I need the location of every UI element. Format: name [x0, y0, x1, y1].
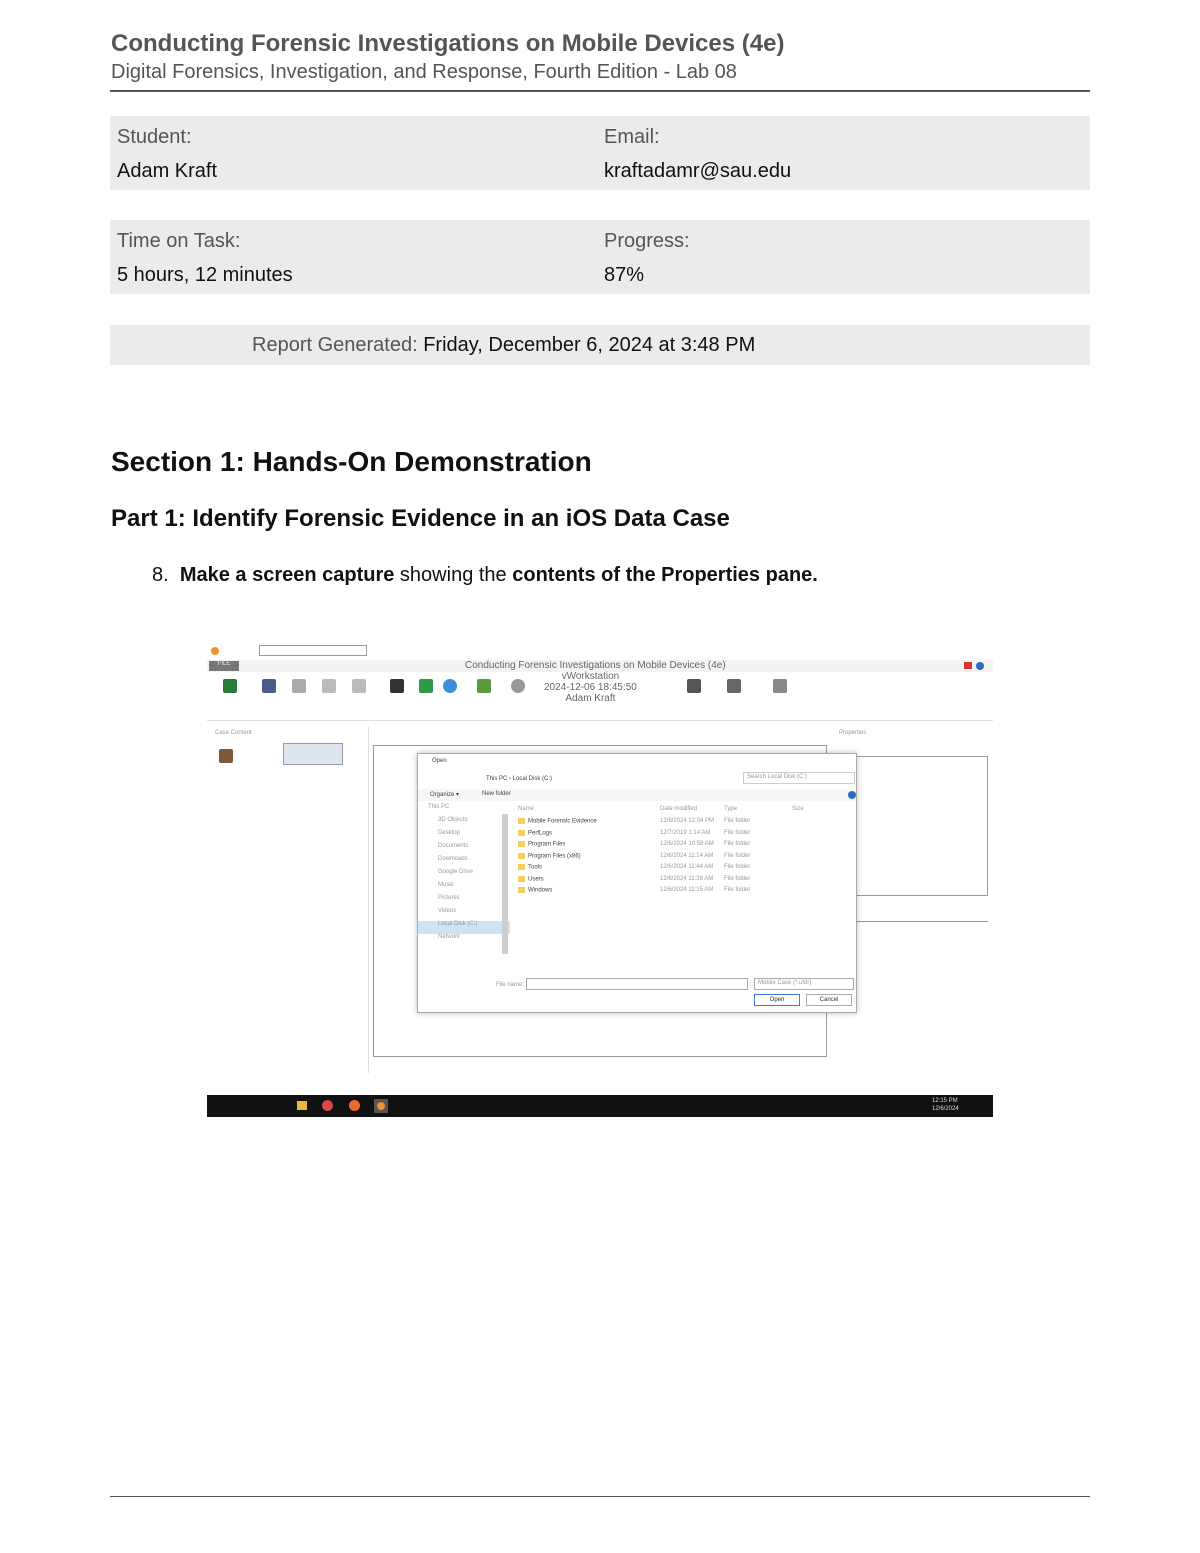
file-date: 12/6/2024 10:58 AM [660, 841, 714, 847]
case-content-pane [209, 727, 369, 1073]
watermark [544, 671, 637, 704]
nav-item[interactable]: Desktop [438, 830, 461, 836]
nav-item[interactable]: Pictures [438, 895, 460, 901]
folder-icon [518, 830, 525, 836]
step-bold-1: Make a screen capture [179, 564, 395, 586]
open-button[interactable]: Open [754, 994, 800, 1006]
window-title: Conducting Forensic Investigations on Mobile Devices (4e) [465, 660, 726, 671]
document-title: Conducting Forensic Investigations on Mobile Devices (4e) [111, 30, 785, 57]
file-date: 12/6/2024 11:15 AM [660, 887, 714, 893]
file-row[interactable] [518, 818, 848, 830]
device-icon[interactable] [390, 679, 404, 693]
step-instruction [152, 564, 818, 587]
folder-icon [518, 864, 525, 870]
sub-pane [855, 921, 988, 1071]
file-name: PerfLogs [528, 830, 553, 837]
hash-icon[interactable] [773, 679, 787, 693]
file-explorer-icon[interactable] [297, 1101, 307, 1110]
taskbar [207, 1095, 993, 1117]
file-type: File folder [724, 818, 751, 824]
email-value: kraftadamr@sau.edu [604, 160, 792, 182]
col-name[interactable]: Name [518, 806, 535, 812]
cloud-icon[interactable] [443, 679, 457, 693]
help-icon[interactable] [976, 662, 984, 670]
case-dropdown[interactable] [259, 645, 367, 656]
new-folder-button[interactable]: New folder [482, 791, 511, 797]
time-label: Time on Task: [117, 230, 241, 252]
add-evidence-icon[interactable] [223, 679, 237, 693]
find-evidence-icon[interactable] [262, 679, 276, 693]
clock-time: 12:15 PM [932, 1098, 958, 1104]
quick-access-bar [207, 643, 993, 659]
dialog-search[interactable] [743, 772, 855, 784]
step-number: 8. [152, 564, 169, 586]
footer-divider [110, 1496, 1090, 1497]
analytics-button[interactable] [283, 743, 343, 765]
student-name: Adam Kraft [117, 160, 218, 182]
clock [932, 1097, 959, 1113]
organize-button[interactable]: Organize ▾ [430, 792, 460, 798]
folder-icon [518, 853, 525, 859]
file-date: 12/6/2024 11:14 AM [660, 852, 714, 859]
file-name: Windows [528, 887, 553, 894]
step-bold-2: contents of the Properties pane. [512, 564, 818, 586]
nav-scrollbar[interactable] [502, 814, 508, 954]
file-row[interactable] [518, 876, 848, 888]
nav-item[interactable]: Documents [438, 843, 469, 849]
col-date[interactable]: Date modified [660, 806, 698, 812]
progress-label: Progress: [604, 230, 690, 252]
file-name-label: File name: [496, 982, 525, 988]
properties-grid [855, 756, 988, 896]
dialog-search-placeholder: Search Local Disk (C:) [747, 774, 808, 780]
file-type: File folder [724, 841, 751, 847]
report-date: Friday, December 6, 2024 at 3:48 PM [423, 334, 756, 356]
file-date: 12/6/2024 11:44 AM [660, 864, 714, 870]
file-name: Mobile Forensic Evidence [528, 818, 597, 825]
nav-item[interactable]: Downloads [438, 856, 468, 862]
nav-item[interactable]: Music [438, 882, 454, 888]
help-icon[interactable] [848, 791, 856, 799]
file-row[interactable] [518, 887, 848, 899]
settings-icon[interactable] [511, 679, 525, 693]
file-date: 12/6/2024 12:04 PM [660, 818, 715, 824]
file-name: Tools [528, 864, 543, 871]
dialog-path[interactable]: This PC › Local Disk (C:) [486, 776, 553, 782]
folder-icon [518, 887, 525, 893]
file-date: 12/7/2019 1:14 AM [660, 829, 711, 836]
file-row[interactable] [518, 864, 848, 876]
student-info-box [110, 116, 1090, 190]
folder-icon [518, 818, 525, 824]
file-type: File folder [724, 829, 751, 836]
student-label: Student: [117, 126, 192, 148]
chrome-icon[interactable] [322, 1100, 333, 1111]
folder-icon [518, 876, 525, 882]
file-list-header [518, 806, 848, 818]
app-taskbar-icon[interactable] [374, 1099, 388, 1113]
nav-item[interactable]: 3D Objects [438, 817, 468, 823]
properties-pane [835, 727, 991, 1073]
nav-item[interactable]: Videos [438, 908, 457, 914]
file-type-value: Mobile Case (*.ufdr) [758, 980, 812, 986]
remove-icon[interactable] [352, 679, 366, 693]
android-icon[interactable] [477, 679, 491, 693]
change-source-icon[interactable] [292, 679, 306, 693]
file-name: Program Files (x86) [528, 853, 581, 860]
file-list [518, 806, 848, 899]
cancel-button[interactable]: Cancel [806, 994, 852, 1006]
file-name: Users [528, 876, 544, 883]
clock-date: 12/6/2024 [932, 1106, 959, 1112]
report-label: Report Generated: [252, 334, 418, 356]
section-heading: Section 1: Hands-On Demonstration [111, 446, 592, 477]
document-subtitle: Digital Forensics, Investigation, and Response, Fourth Edition - Lab 08 [111, 61, 737, 83]
time-value: 5 hours, 12 minutes [117, 264, 293, 286]
file-type: File folder [724, 875, 751, 882]
properties-title: Properties [839, 730, 867, 736]
file-row[interactable] [518, 853, 848, 865]
nav-item[interactable]: Local Disk (C:) [418, 921, 510, 934]
import-icon[interactable] [419, 679, 433, 693]
folder-icon [518, 841, 525, 847]
col-type[interactable]: Type [724, 806, 738, 812]
watermark-line: 2024-12-06 18:45:50 [544, 682, 637, 693]
file-tab[interactable]: FILE [209, 661, 239, 671]
file-date: 12/6/2024 11:38 AM [660, 875, 714, 882]
nav-item[interactable]: Network [438, 934, 461, 940]
dialog-toolbar [418, 789, 856, 801]
step-text: showing the [394, 564, 513, 586]
file-row[interactable] [518, 830, 848, 842]
email-label: Email: [604, 126, 660, 148]
calculator-icon[interactable] [727, 679, 741, 693]
nav-item[interactable]: Google Drive [438, 869, 474, 875]
watermark-line: vWorkstation [561, 671, 620, 682]
screen-capture [207, 643, 993, 1117]
file-type: File folder [724, 887, 751, 893]
case-content-title: Case Content [215, 730, 252, 736]
app-icon [211, 647, 219, 655]
progress-value: 87% [604, 264, 645, 286]
report-box [110, 325, 1090, 365]
rebuild-icon[interactable] [322, 679, 336, 693]
file-name-input[interactable] [526, 978, 748, 990]
dialog-nav [418, 804, 510, 974]
watermark-line: Adam Kraft [565, 693, 616, 704]
print-icon[interactable] [687, 679, 701, 693]
file-type: File folder [724, 864, 751, 870]
case-icon[interactable] [219, 749, 233, 763]
nav-item[interactable]: This PC [428, 804, 450, 810]
file-name: Program Files [528, 841, 566, 848]
dialog-title: Open [432, 758, 447, 764]
file-row[interactable] [518, 841, 848, 853]
progress-info-box [110, 220, 1090, 294]
file-type-select[interactable] [754, 978, 854, 990]
youtube-icon[interactable] [964, 662, 972, 669]
file-type: File folder [724, 852, 751, 859]
part-heading: Part 1: Identify Forensic Evidence in an iOS Data Case [111, 505, 730, 532]
col-size[interactable]: Size [792, 806, 804, 812]
header-divider [110, 90, 1090, 92]
firefox-icon[interactable] [349, 1100, 360, 1111]
open-file-dialog [417, 753, 857, 1013]
